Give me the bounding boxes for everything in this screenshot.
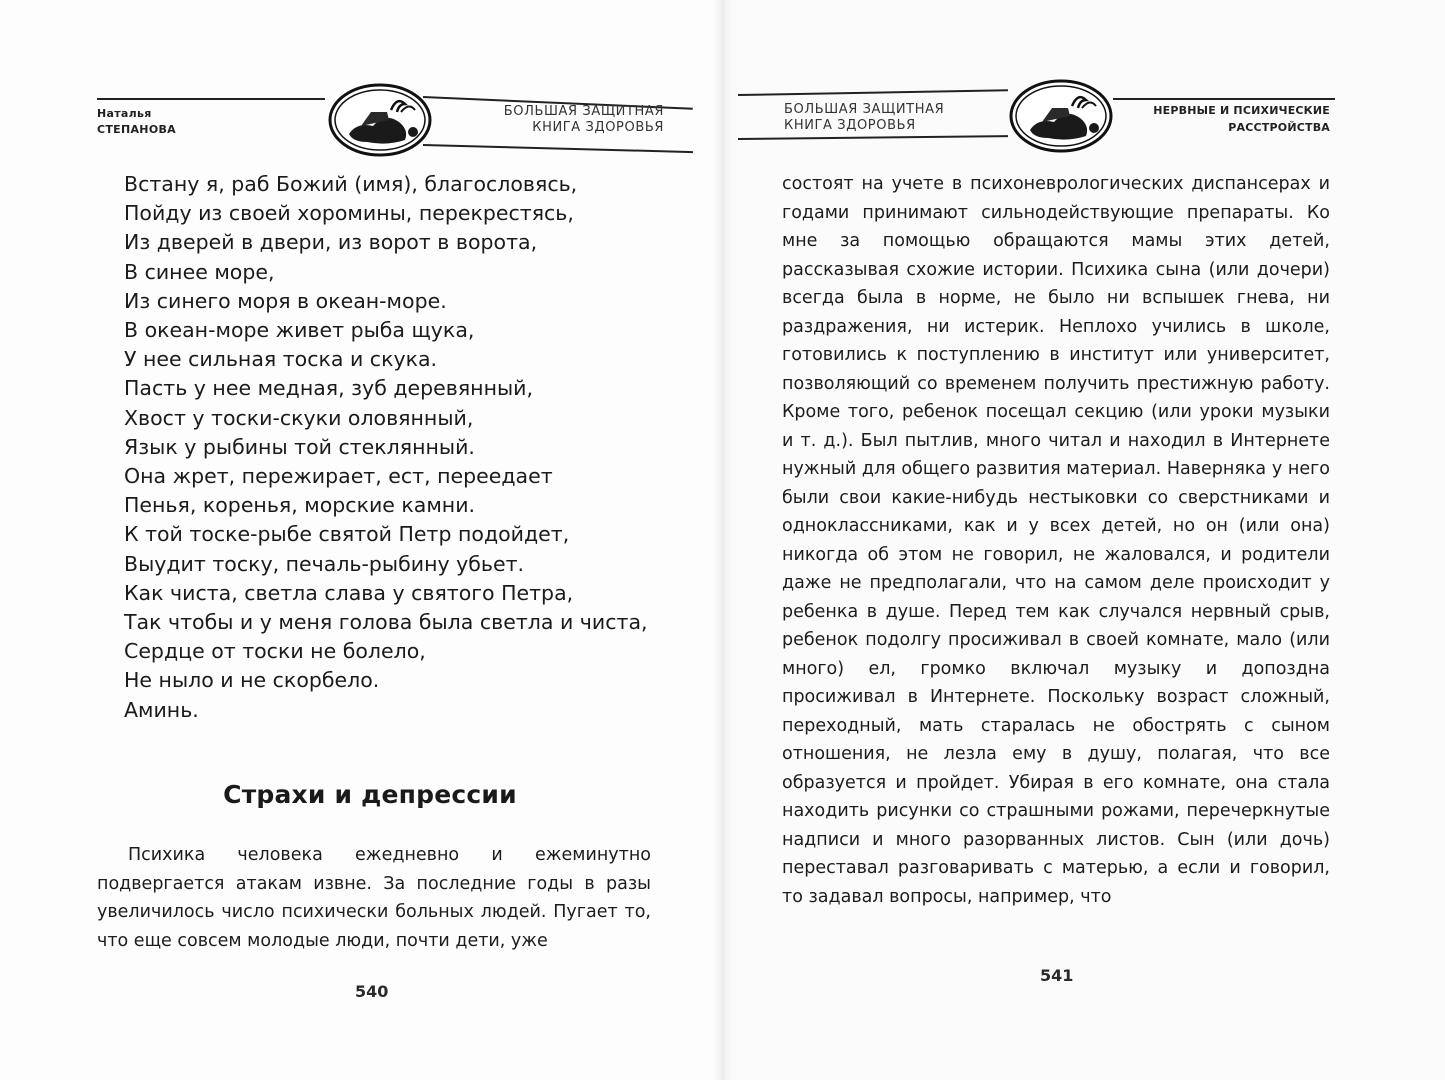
poem-line: Пенья, коренья, морские камни. bbox=[124, 493, 476, 518]
chapter-title-line2: РАССТРОЙСТВА bbox=[1228, 121, 1330, 134]
teapot-ornament-icon bbox=[327, 82, 433, 158]
poem-line: Выудит тоску, печаль-рыбину убьет. bbox=[124, 551, 525, 576]
poem-line: Язык у рыбины той стеклянный. bbox=[124, 434, 475, 459]
author-name bbox=[97, 106, 176, 138]
poem-line: Пойду из своей хоромины, перекрестясь, bbox=[124, 201, 574, 226]
left-header bbox=[97, 80, 697, 160]
prayer-poem bbox=[124, 170, 648, 725]
poem-line: Не ныло и не скорбело. bbox=[124, 668, 380, 693]
book-title bbox=[784, 102, 944, 134]
poem-line: Из синего моря в океан-море. bbox=[124, 288, 447, 313]
poem-line: Сердце от тоски не болело, bbox=[124, 639, 426, 664]
header-rule bbox=[423, 144, 693, 153]
paragraph: состоят на учете в психоневрологических диспансерах и годами принимают сильнодействующие препараты. Ко мне за помощью обращаются мамы этих детей, рассказывая схожие истории. Психика сына (или дочери) всегда была в норме, не было ни вспышек гнева, ни раздражения, ни истерик. Неплохо учились в школе, готовились к поступлению в институт или университет, позволяющий со временем получить престижную работу. Кроме того, ребенок посещал секцию (или уроки музыки и т. д.). Был пытлив, много читал и находил в Интернете нужный для общего развития материал. Наверняка у него были свои какие-нибудь нестыковки со сверстниками и одноклассниками, как и у всех детей, но он (или она) никогда об этом не говорил, не жаловался, и родители даже не предполагали, что на самом деле происходит у ребенка в душе. Перед тем как случался нервный срыв, ребенок подолгу просиживал в своей комнате, мало (или много) ел, громко включал музыку и допоздна просиживал в Интернете. Поскольку возраст сложный, переходный, мать старалась не обострять с сыном отношения, не лезла ему в душу, полагая, что все образуется и пройдет. Убирая в его комнате, она стала находить рисунки со страшными рожами, перечеркнутые надписи и много разорванных листов. Сын (или дочь) переставал разговаривать с матерью, а если и говорил, то задавал вопросы, например, что bbox=[782, 174, 1330, 907]
page-number: 540 bbox=[355, 982, 389, 1001]
left-body-text bbox=[97, 841, 651, 955]
paragraph: Психика человека ежедневно и ежеминутно подвергается атакам извне. За последние годы в разы увеличилось число психически больных людей. Пугает то, что еще совсем молодые люди, почти дети, уже bbox=[97, 845, 651, 951]
poem-line: В океан-море живет рыба щука, bbox=[124, 318, 475, 343]
book-title-line2: КНИГА ЗДОРОВЬЯ bbox=[784, 118, 916, 133]
poem-line: Аминь. bbox=[124, 697, 199, 722]
book-title-line1: БОЛЬШАЯ ЗАЩИТНАЯ bbox=[784, 102, 945, 117]
poem-line: В синее море, bbox=[124, 259, 275, 284]
book-title bbox=[504, 104, 664, 136]
chapter-title bbox=[1153, 102, 1330, 136]
chapter-title-line1: НЕРВНЫЕ И ПСИХИЧЕСКИЕ bbox=[1153, 104, 1330, 117]
book-title-line1: БОЛЬШАЯ ЗАЩИТНАЯ bbox=[503, 104, 664, 119]
poem-line: У нее сильная тоска и скука. bbox=[124, 347, 438, 372]
header-rule bbox=[97, 98, 325, 100]
teapot-ornament-icon bbox=[1008, 78, 1114, 154]
header-rule bbox=[738, 135, 1008, 140]
author-last: СТЕПАНОВА bbox=[97, 123, 176, 136]
poem-line: К той тоске-рыбе святой Петр подойдет, bbox=[124, 522, 570, 547]
poem-line: Так чтобы и у меня голова была светла и чиста, bbox=[124, 610, 648, 635]
poem-line: Как чиста, светла слава у святого Петра, bbox=[124, 580, 574, 605]
header-rule bbox=[1113, 98, 1335, 100]
right-header bbox=[738, 80, 1338, 160]
header-rule bbox=[738, 89, 1008, 96]
poem-line: Встану я, раб Божий (имя), благословясь, bbox=[124, 172, 578, 196]
poem-line: Она жрет, пережирает, ест, переедает bbox=[124, 464, 553, 489]
author-first: Наталья bbox=[97, 107, 152, 120]
left-page bbox=[0, 0, 722, 1080]
book-title-line2: КНИГА ЗДОРОВЬЯ bbox=[532, 120, 664, 135]
poem-line: Хвост у тоски-скуки оловянный, bbox=[124, 405, 474, 430]
book-gutter bbox=[712, 0, 734, 1080]
poem-line: Из дверей в двери, из ворот в ворота, bbox=[124, 230, 538, 255]
page-number: 541 bbox=[1040, 966, 1074, 985]
poem-line: Пасть у нее медная, зуб деревянный, bbox=[124, 376, 534, 401]
right-body-text bbox=[782, 170, 1330, 911]
section-title: Страхи и депрессии bbox=[223, 780, 517, 809]
